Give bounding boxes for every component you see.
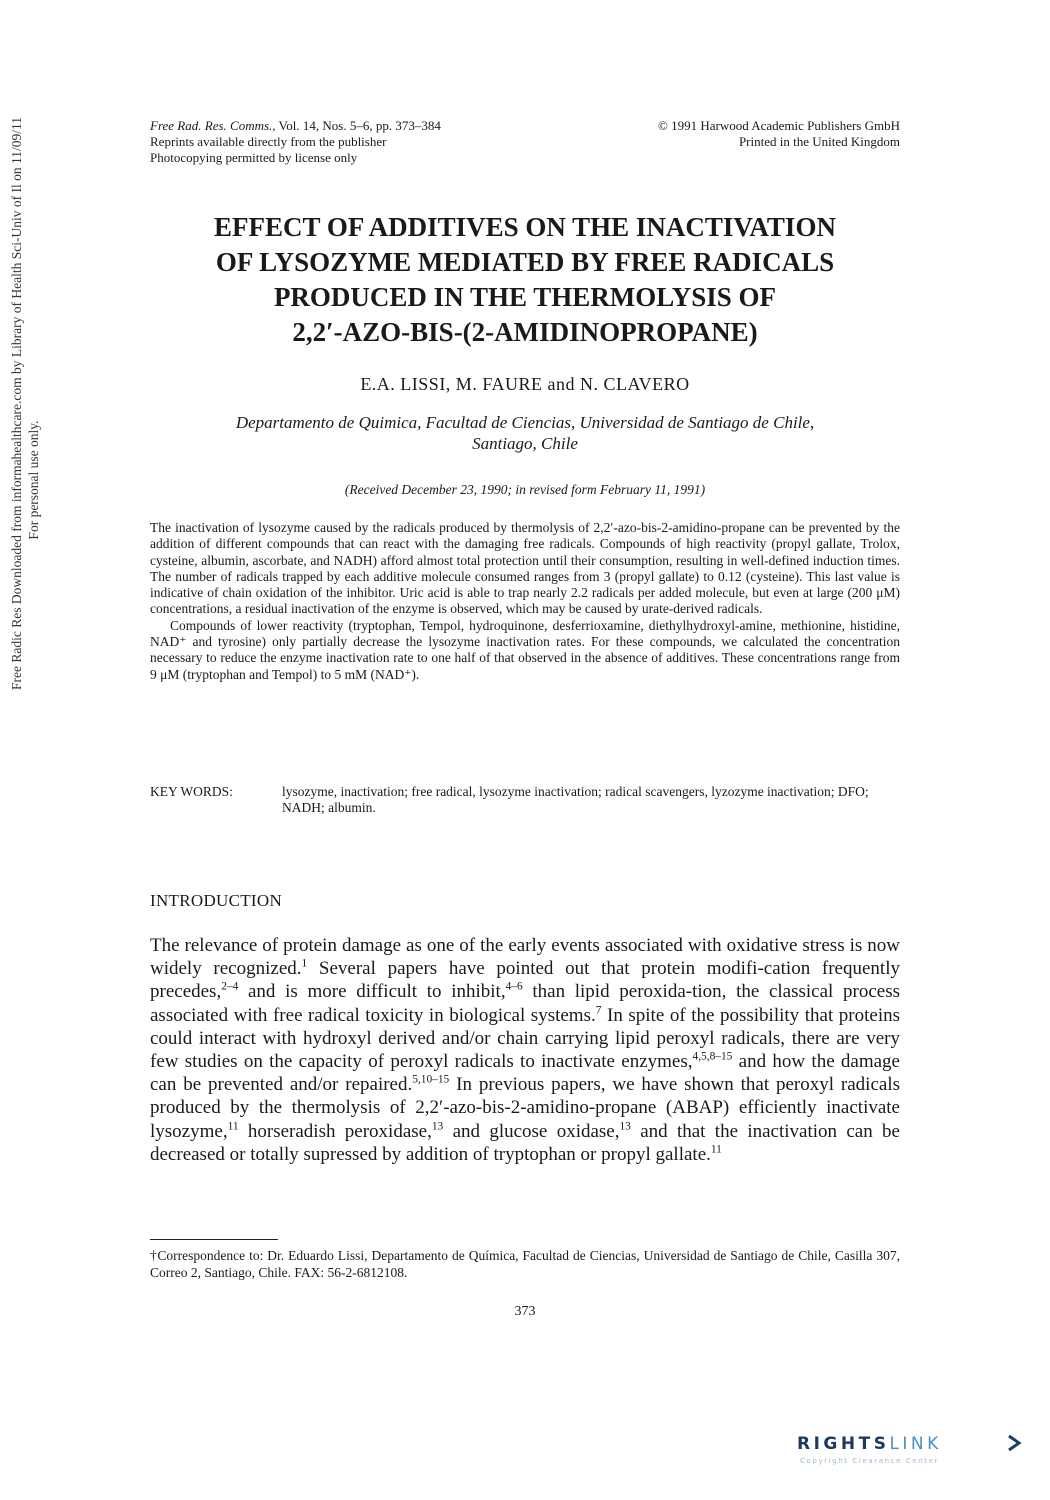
intro-text: than lipid peroxida-tion, the classical process associated with free radical toxicity in biological systems. bbox=[150, 981, 900, 1026]
received-dates: (Received December 23, 1990; in revised form February 11, 1991) bbox=[344, 482, 706, 497]
citation-ref: 2–4 bbox=[221, 981, 239, 994]
intro-text: In previous papers, we have shown that peroxyl radicals produced by the thermolysis of 2,2′-azo-bis-2-amidino-propane (ABAP) efficiently inactivate lysozyme, bbox=[150, 1074, 900, 1142]
title-line-3: PRODUCED IN THE THERMOLYSIS OF bbox=[273, 282, 777, 312]
introduction-body bbox=[150, 934, 900, 1166]
citation-ref: 1 bbox=[301, 957, 308, 970]
abstract-paragraph-1: The inactivation of lysozyme caused by the radicals produced by thermolysis of 2,2′-azo-bis-2-amidino-propane can be prevented by the addition of different compounds that can react with the damaging free radicals. Compounds of high reactivity (propyl gallate, Trolox, cysteine, albumin, ascorbate, and NADH) afford almost total protection until their consumption, resulting in well-defined induction times. The number of radicals trapped by each additive molecule consumed ranges from 3 (propyl gallate) to 0.12 (cysteine). This last value is indicative of chain oxidation of the inhibitor. Uric acid is able to trap nearly 2.2 radicals per added molecule, but even at large (200 μM) concentrations, a residual inactivation of the enzyme is observed, which may be caused by urate-derived radicals. bbox=[150, 520, 900, 617]
citation-ref: 4,5,8–15 bbox=[692, 1050, 733, 1063]
citation-ref: 4–6 bbox=[505, 981, 523, 994]
abstract bbox=[150, 520, 900, 683]
copyright-line: © 1991 Harwood Academic Publishers GmbH bbox=[657, 118, 900, 133]
footnote-divider bbox=[150, 1239, 278, 1240]
affiliation-line-2: Santiago, Chile bbox=[472, 434, 578, 453]
affiliation bbox=[150, 412, 900, 454]
citation-ref: 5,10–15 bbox=[412, 1073, 450, 1086]
journal-name: Free Rad. Res. Comms. bbox=[150, 118, 273, 133]
intro-text: and how the damage can be prevented and/or repaired. bbox=[150, 1051, 900, 1096]
citation-ref: 13 bbox=[431, 1120, 444, 1133]
intro-text: The relevance of protein damage as one of the early events associated with oxidative stress is now widely recognized. bbox=[150, 935, 900, 980]
page-number: 373 bbox=[514, 1304, 536, 1319]
reprints-note: Reprints available directly from the publisher bbox=[150, 134, 387, 149]
intro-text: and glucose oxidase, bbox=[443, 1120, 620, 1142]
keywords-label: KEY WORDS: bbox=[150, 784, 233, 799]
abstract-paragraph-2: Compounds of lower reactivity (tryptophan, Tempol, hydroquinone, desferrioxamine, diethylhydroxyl-amine, methionine, histidine, NAD⁺ and tyrosine) only partially decrease the lysozyme inactivation rates. For these compounds, we calculated the concentration necessary to reduce the enzyme inactivation rate to one half of that observed in the absence of additives. These concentrations range from 9 μM (tryptophan and Tempol) to 5 mM (NAD⁺). bbox=[150, 617, 900, 682]
photocopy-note: Photocopying permitted by license only bbox=[150, 150, 358, 165]
intro-text: horseradish peroxidase, bbox=[238, 1120, 432, 1142]
download-watermark bbox=[0, 117, 50, 690]
intro-text: and that the inactivation can be decreased or totally supressed by addition of tryptophan or propyl gallate. bbox=[150, 1120, 900, 1165]
keywords bbox=[150, 784, 900, 817]
title-line-1: EFFECT OF ADDITIVES ON THE INACTIVATION bbox=[214, 212, 836, 242]
correspondence-footnote: †Correspondence to: Dr. Eduardo Lissi, Departamento de Química, Facultad de Ciencias, Universidad de Santiago de Chile, Casilla 307, Correo 2, Santiago, Chile. FAX: 56-2-6812108. bbox=[150, 1248, 900, 1280]
journal-citation: , Vol. 14, Nos. 5–6, pp. 373–384 bbox=[272, 118, 441, 133]
publisher-header bbox=[658, 118, 900, 150]
intro-text: and is more difficult to inhibit, bbox=[238, 981, 506, 1003]
title-line-4: 2,2′-AZO-BIS-(2-AMIDINOPROPANE) bbox=[292, 317, 758, 347]
printed-line: Printed in the United Kingdom bbox=[738, 134, 900, 149]
citation-ref: 7 bbox=[595, 1004, 602, 1017]
citation-ref: 13 bbox=[619, 1120, 631, 1133]
rightslink-subtext: Copyright Clearance Center bbox=[800, 1457, 940, 1465]
article-title bbox=[150, 210, 900, 350]
keywords-text: lysozyme, inactivation; free radical, lysozyme inactivation; radical scavengers, lyzozyme inactivation; DFO; NADH; albumin. bbox=[282, 784, 869, 816]
watermark-line-2: For personal use only. bbox=[26, 420, 41, 540]
watermark-line-1: Free Radic Res Downloaded from informahealthcare.com by Library of Health Sci-Univ of Il on 11/09/11 bbox=[9, 117, 24, 690]
introduction-heading: INTRODUCTION bbox=[150, 891, 283, 910]
rightslink-logo-text: RIGHTSLINK bbox=[797, 1434, 942, 1454]
affiliation-line-1: Departamento de Quimica, Facultad de Ciencias, Universidad de Santiago de Chile, bbox=[235, 413, 815, 432]
title-line-2: OF LYSOZYME MEDIATED BY FREE RADICALS bbox=[215, 247, 835, 277]
citation-ref: 11 bbox=[227, 1120, 239, 1133]
rightslink-chevron-icon bbox=[1009, 1436, 1019, 1450]
journal-header bbox=[150, 118, 441, 166]
rightslink-logo[interactable] bbox=[797, 1429, 1027, 1469]
intro-text: In spite of the possibility that proteins could interact with hydroxyl derived and/or chain carrying lipid peroxyl radicals, there are very few studies on the capacity of peroxyl radicals to inactivate enzymes, bbox=[150, 1004, 901, 1073]
intro-text: Several papers have pointed out that protein modifi-cation frequently precedes, bbox=[150, 958, 900, 1003]
authors: E.A. LISSI, M. FAURE and N. CLAVERO bbox=[360, 374, 690, 394]
citation-ref: 11 bbox=[710, 1143, 722, 1156]
